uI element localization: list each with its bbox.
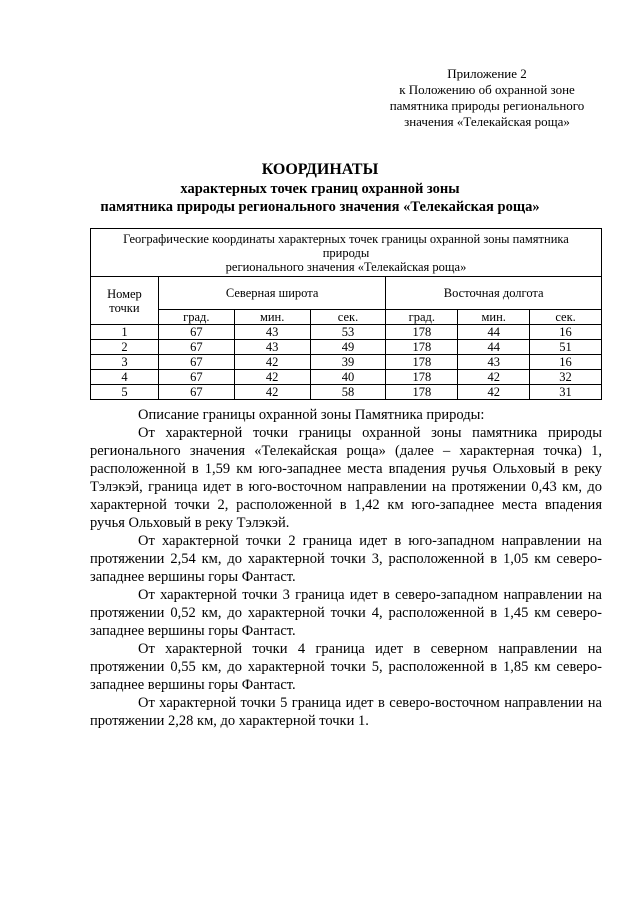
annex-line: Приложение 2 bbox=[447, 66, 527, 81]
lon-degrees: 178 bbox=[386, 340, 458, 355]
lon-seconds: 32 bbox=[530, 370, 602, 385]
lat-seconds: 39 bbox=[310, 355, 386, 370]
table-caption-line: регионального значения «Телекайская роща» bbox=[225, 260, 467, 274]
description-paragraph: От характерной точки 5 граница идет в северо-восточном направлении на протяжении 2,28 км, до характерной точки 1. bbox=[90, 695, 602, 729]
title-main: КООРДИНАТЫ bbox=[261, 161, 379, 178]
lon-seconds: 51 bbox=[530, 340, 602, 355]
lat-minutes: 42 bbox=[234, 355, 310, 370]
lon-seconds: 31 bbox=[530, 385, 602, 400]
lat-seconds: 58 bbox=[310, 385, 386, 400]
lon-seconds: 16 bbox=[530, 355, 602, 370]
description-paragraph: От характерной точки 2 граница идет в юго-западном направлении на протяжении 2,54 км, до характерной точки 3, расположенной в 1,05 км северо-западнее вершины горы Фантаст. bbox=[90, 533, 602, 585]
point-number-header-line: точки bbox=[109, 300, 140, 315]
lon-seconds: 16 bbox=[530, 325, 602, 340]
lat-degrees: 67 bbox=[158, 325, 234, 340]
point-number: 2 bbox=[91, 340, 159, 355]
table-caption-line: Географические координаты характерных точек границы охранной зоны памятника природы bbox=[123, 232, 569, 260]
lat-minutes: 42 bbox=[234, 370, 310, 385]
table-row bbox=[91, 325, 602, 340]
description-heading: Описание границы охранной зоны Памятника природы: bbox=[138, 407, 485, 423]
table-row bbox=[91, 355, 602, 370]
lon-degrees: 178 bbox=[386, 355, 458, 370]
lon-minutes: 43 bbox=[458, 355, 530, 370]
lat-degrees: 67 bbox=[158, 385, 234, 400]
boundary-description bbox=[90, 406, 602, 730]
annex-line: к Положению об охранной зоне bbox=[399, 82, 575, 97]
coordinates-table bbox=[90, 228, 602, 400]
annex-header bbox=[380, 66, 594, 130]
lat-degrees: 67 bbox=[158, 340, 234, 355]
lon-degrees: 178 bbox=[386, 325, 458, 340]
lat-minutes: 43 bbox=[234, 325, 310, 340]
table-row bbox=[91, 385, 602, 400]
lat-seconds: 53 bbox=[310, 325, 386, 340]
point-number: 1 bbox=[91, 325, 159, 340]
point-number-header bbox=[91, 277, 159, 325]
point-number: 5 bbox=[91, 385, 159, 400]
east-longitude-header: Восточная долгота bbox=[386, 277, 602, 310]
unit-degrees: град. bbox=[386, 310, 458, 325]
table-caption bbox=[91, 229, 602, 277]
point-number-header-line: Номер bbox=[107, 286, 142, 301]
lon-degrees: 178 bbox=[386, 370, 458, 385]
unit-seconds: сек. bbox=[530, 310, 602, 325]
lon-minutes: 44 bbox=[458, 340, 530, 355]
lat-seconds: 49 bbox=[310, 340, 386, 355]
lat-minutes: 43 bbox=[234, 340, 310, 355]
table-row bbox=[91, 370, 602, 385]
lat-degrees: 67 bbox=[158, 355, 234, 370]
unit-minutes: мин. bbox=[234, 310, 310, 325]
unit-seconds: сек. bbox=[310, 310, 386, 325]
table-row bbox=[91, 340, 602, 355]
lon-degrees: 178 bbox=[386, 385, 458, 400]
title-line-2: характерных точек границ охранной зоны bbox=[180, 181, 460, 197]
point-number: 4 bbox=[91, 370, 159, 385]
lat-minutes: 42 bbox=[234, 385, 310, 400]
document-title bbox=[60, 160, 580, 216]
annex-line: значения «Телекайская роща» bbox=[404, 114, 570, 129]
lon-minutes: 42 bbox=[458, 370, 530, 385]
description-paragraph: От характерной точки 3 граница идет в северо-западном направлении на протяжении 0,52 км, до характерной точки 4, расположенной в 1,45 км северо-западнее вершины горы Фантаст. bbox=[90, 587, 602, 639]
annex-line: памятника природы регионального bbox=[389, 98, 585, 113]
title-line-3: памятника природы регионального значения «Телекайская роща» bbox=[100, 199, 540, 215]
lat-seconds: 40 bbox=[310, 370, 386, 385]
north-latitude-header: Северная широта bbox=[158, 277, 386, 310]
point-number: 3 bbox=[91, 355, 159, 370]
lon-minutes: 44 bbox=[458, 325, 530, 340]
description-paragraph: От характерной точки границы охранной зоны памятника природы регионального значения «Телекайская роща» (далее – характерная точка) 1, расположенной в 1,59 км юго-западнее места впадения ручья Ольховый в реку Тэлэкэй, граница идет в юго-восточном направлении на протяжении 0,43 км, до характерной точки 2, расположенной в 1,42 км юго-западнее места впадения ручья Ольховый в реку Тэлэкэй. bbox=[90, 425, 602, 531]
description-paragraph: От характерной точки 4 граница идет в северном направлении на протяжении 0,55 км, до характерной точки 5, расположенной в 1,85 км северо-западнее вершины горы Фантаст. bbox=[90, 641, 602, 693]
unit-minutes: мин. bbox=[458, 310, 530, 325]
lat-degrees: 67 bbox=[158, 370, 234, 385]
lon-minutes: 42 bbox=[458, 385, 530, 400]
unit-degrees: град. bbox=[158, 310, 234, 325]
